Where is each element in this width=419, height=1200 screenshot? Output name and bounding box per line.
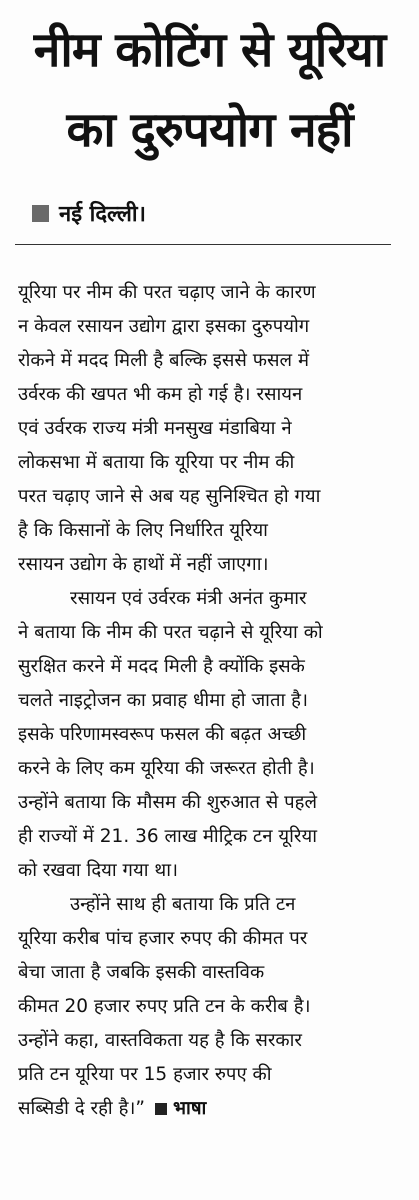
article-line: करने के लिए कम यूरिया की जरूरत होती है।: [18, 758, 315, 779]
headline-line-1: [0, 18, 419, 82]
article-line: एवं उर्वरक राज्य मंत्री मनसुख मंडाबिया ने: [18, 418, 292, 439]
article-line: कीमत 20 हजार रुपए प्रति टन के करीब है।: [18, 996, 311, 1017]
article-line: यूरिया करीब पांच हजार रुपए की कीमत पर: [18, 928, 308, 949]
article-line: ने बताया कि नीम की परत चढ़ाने से यूरिया को: [18, 622, 323, 643]
article-line: बेचा जाता है जबकि इसकी वास्तविक: [18, 962, 265, 983]
divider-rule: [15, 244, 391, 245]
dateline-text: नई दिल्ली।: [59, 202, 146, 227]
article-last-line: [18, 1092, 206, 1126]
article-line: उन्होंने साथ ही बताया कि प्रति टन: [70, 894, 296, 915]
dateline: [32, 196, 146, 230]
headline-text: नीम कोटिंग से यूरिया: [33, 22, 386, 78]
article-line: सुरक्षित करने में मदद मिली है क्योंकि इसके: [18, 656, 305, 677]
article-line: है कि किसानों के लिए निर्धारित यूरिया: [18, 520, 268, 541]
article-line: रसायन एवं उर्वरक मंत्री अनंत कुमार: [70, 588, 307, 609]
article-line: चलते नाइट्रोजन का प्रवाह धीमा हो जाता है।: [18, 690, 309, 711]
article-line: न केवल रसायन उद्योग द्वारा इसका दुरुपयोग: [18, 316, 310, 337]
article-line: इसके परिणामस्वरूप फसल की बढ़त अच्छी: [18, 724, 307, 745]
article-line: उन्होंने कहा, वास्तविकता यह है कि सरकार: [18, 1030, 302, 1051]
headline-text: का दुरुपयोग नहीं: [66, 102, 353, 158]
article-line: सब्सिडी दे रही है।”: [18, 1098, 146, 1119]
article-line: उर्वरक की खपत भी कम हो गई है। रसायन: [18, 384, 303, 405]
headline-line-2: [0, 98, 419, 162]
source-credit: भाषा: [173, 1098, 207, 1119]
article-line: प्रति टन यूरिया पर 15 हजार रुपए की: [18, 1064, 272, 1085]
square-bullet-icon: [32, 205, 49, 222]
article-line: रोकने में मदद मिली है बल्कि इससे फसल में: [18, 350, 310, 371]
article-line: उन्होंने बताया कि मौसम की शुरुआत से पहले: [18, 792, 318, 813]
article-line: को रखवा दिया गया था।: [18, 860, 178, 881]
article-line: परत चढ़ाए जाने से अब यह सुनिश्चित हो गया: [18, 486, 321, 507]
source-square-icon: [155, 1103, 167, 1115]
article-line: यूरिया पर नीम की परत चढ़ाए जाने के कारण: [18, 282, 316, 303]
article-line: रसायन उद्योग के हाथों में नहीं जाएगा।: [18, 554, 269, 575]
article-line: ही राज्यों में 21. 36 लाख मीट्रिक टन यूरिया: [18, 826, 317, 847]
article-line: लोकसभा में बताया कि यूरिया पर नीम की: [18, 452, 295, 473]
